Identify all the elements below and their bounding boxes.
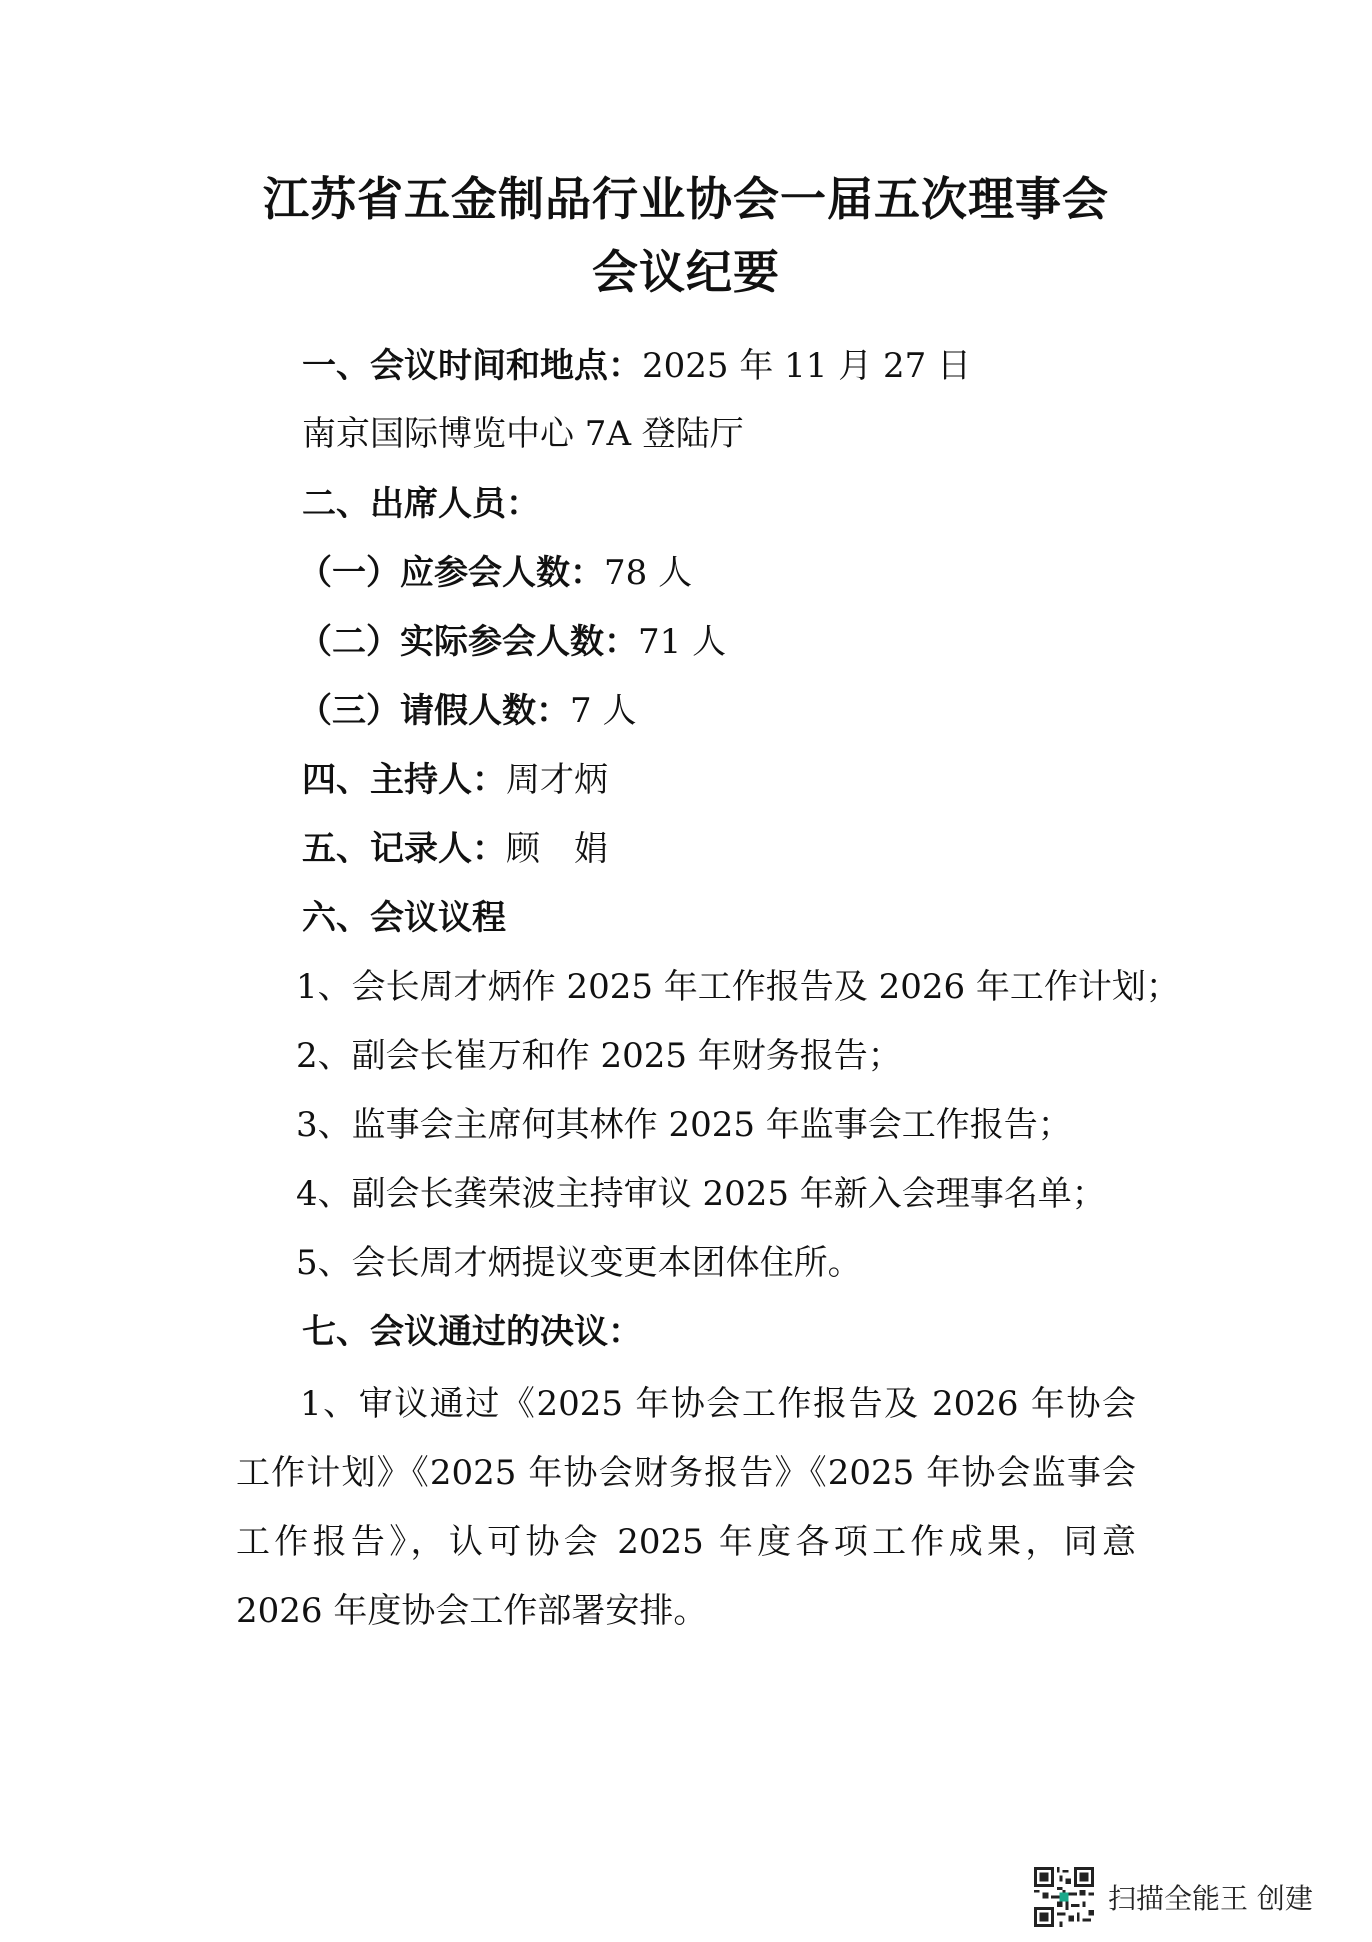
- host-line: [302, 758, 608, 802]
- scanner-watermark-text: 扫描全能王 创建: [1108, 1882, 1313, 1915]
- scanner-watermark: [1034, 1862, 1313, 1932]
- actual-attendance-label: （二）实际参会人数：: [298, 622, 638, 662]
- attendees-heading: 二、出席人员：: [302, 484, 540, 524]
- document-title-line1: 江苏省五金制品行业协会一届五次理事会: [263, 172, 1109, 226]
- actual-attendance-line: [298, 620, 726, 664]
- leave-count-label: （三）请假人数：: [298, 691, 570, 731]
- agenda-item: 2、副会长崔万和作 2025 年财务报告；: [296, 1036, 902, 1076]
- meeting-date: 2025 年 11 月 27 日: [642, 346, 972, 386]
- actual-attendance-value: 71 人: [638, 622, 727, 662]
- meeting-place: 南京国际博览中心 7A 登陆厅: [302, 414, 744, 454]
- agenda-item: 1、会长周才炳作 2025 年工作报告及 2026 年工作计划；: [296, 967, 1180, 1007]
- meeting-time-line: [302, 344, 971, 388]
- agenda-item: 5、会长周才炳提议变更本团体住所。: [296, 1243, 862, 1283]
- expected-attendance-value: 78 人: [604, 553, 693, 593]
- resolutions-heading: 七、会议通过的决议：: [302, 1312, 642, 1352]
- leave-count-value: 7 人: [570, 691, 637, 731]
- expected-attendance-line: [298, 551, 692, 595]
- qr-code-icon: [1034, 1867, 1094, 1927]
- meeting-time-label: 一、会议时间和地点：: [302, 346, 642, 386]
- recorder-label: 五、记录人：: [302, 829, 506, 869]
- host-label: 四、主持人：: [302, 760, 506, 800]
- host-name: 周才炳: [506, 760, 608, 800]
- leave-count-line: [298, 689, 636, 733]
- recorder-line: [302, 827, 608, 871]
- agenda-item: 3、监事会主席何其林作 2025 年监事会工作报告；: [296, 1105, 1072, 1145]
- expected-attendance-label: （一）应参会人数：: [298, 553, 604, 593]
- agenda-item: 4、副会长龚荣波主持审议 2025 年新入会理事名单；: [296, 1174, 1106, 1214]
- recorder-name: 顾 娟: [506, 829, 608, 869]
- agenda-heading: 六、会议议程: [302, 898, 506, 938]
- document-title-line2: 会议纪要: [592, 245, 780, 299]
- resolution-item: 1、审议通过《2025 年协会工作报告及 2026 年协会工作计划》《2025 年协会财务报告》《2025 年协会监事会工作报告》，认可协会 2025 年度各项工作成果，同意 2026 年度协会工作部署安排。: [236, 1384, 1136, 1631]
